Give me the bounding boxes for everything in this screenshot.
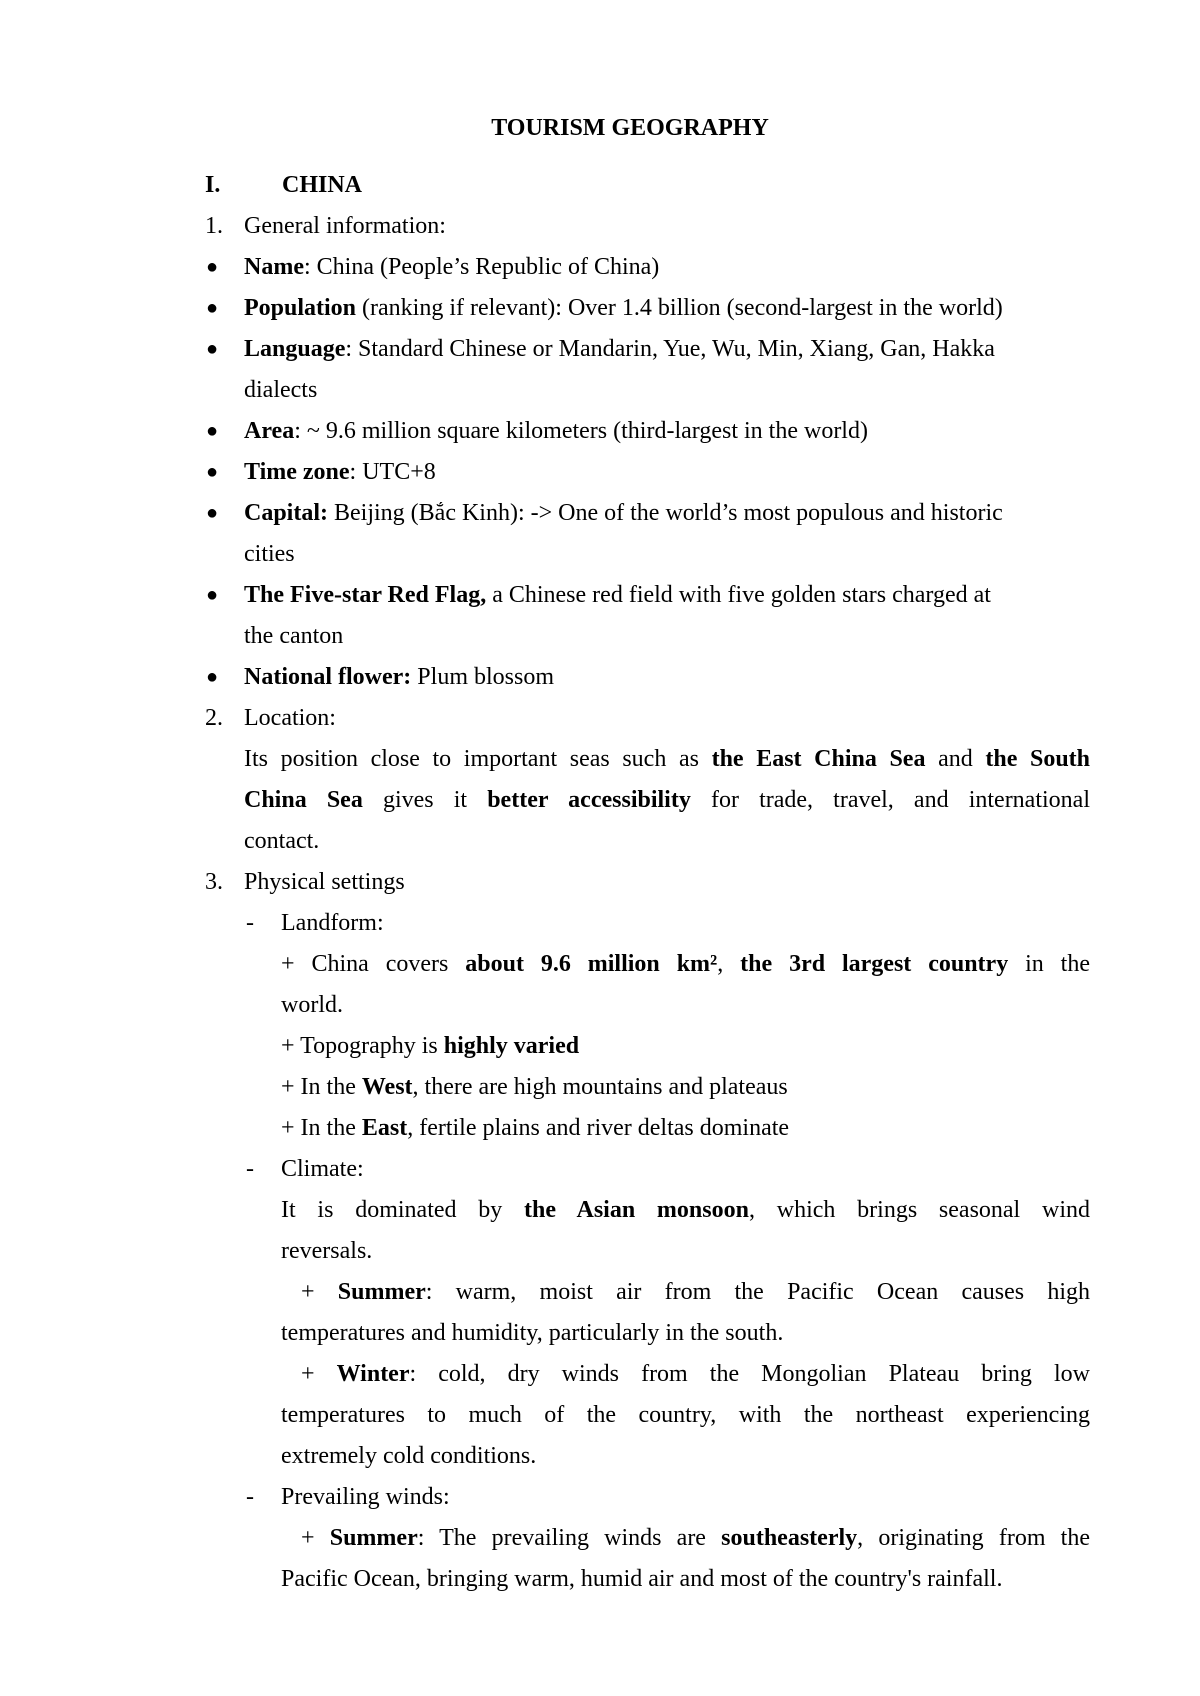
dash-marker: - <box>246 910 254 936</box>
bullet-icon: ● <box>206 420 219 442</box>
name-label: Name <box>244 254 304 280</box>
timezone-label: Time zone <box>244 459 350 485</box>
timezone-text: : UTC+8 <box>349 459 436 485</box>
language-text: : Standard Chinese or Mandarin, Yue, Wu, Min, Xiang, Gan, Hakka <box>345 336 995 362</box>
flag-text: a Chinese red field with five golden stars charged at <box>486 582 991 608</box>
section-numeral: I. <box>205 172 221 198</box>
bullet-icon: ● <box>206 256 219 278</box>
bullet-icon: ● <box>206 584 219 606</box>
population-label: Population <box>244 295 357 321</box>
list-number: 3. <box>205 869 223 895</box>
general-heading-text: General information: <box>244 213 446 239</box>
dash-marker: - <box>246 1156 254 1182</box>
winds-heading-text: Prevailing winds: <box>281 1484 450 1510</box>
flag-label: The Five-star Red Flag, <box>244 582 487 608</box>
bullet-icon: ● <box>206 338 219 360</box>
physical-heading-text: Physical settings <box>244 869 405 895</box>
bullet-icon: ● <box>206 297 219 319</box>
dash-marker: - <box>246 1484 254 1510</box>
population-text: (ranking if relevant): Over 1.4 billion (second-largest in the world) <box>356 295 1003 321</box>
section-label: CHINA <box>282 172 363 198</box>
list-number: 2. <box>205 705 223 731</box>
flower-text: Plum blossom <box>411 664 554 690</box>
language-label: Language <box>244 336 346 362</box>
document-page: TOURISM GEOGRAPHY I. CHINA 1. General information: ● Name: China (People’s Republic of China) ● Population (ranking if relevant): Over 1.4 billion (second-largest in the world) ● Language: Standard Chinese or Mandarin, Yue, Wu, Min, Xiang, Gan, Hakka dialects ● Area: ~ 9.6 million square kilometers (third-largest in the world) ● Time zone: UTC+8 ● Capital: Beijing (Bắc Kinh): -> One of the world’s most populous and historic cities ● The Five-star Red Flag, a Chinese red field with five golden stars charged at the canton ● National flower: Plum blossom 2. Location: Its position close to important seas such as the East China Sea and the South China Sea gives it better accessibility for trade, travel, and international contact. 3. Physical settings - Landform: + China covers about 9.6 million km², the 3rd largest country in the world. + Topography is highly varied + In the West, there are high mountains and plateaus + In the East, fertile plains and river deltas dominate - Climate: It is dominated by the Asian monsoon, which brings seasonal wind reversals. + Summer: warm, moist air from the Pacific Ocean causes high temperatures and humidity, particularly in the south. + Winter: cold, dry winds from the Mongolian Plateau bring low temperatures to much of the country, with the northeast experiencing extremely cold conditions. - Prevailing winds: + Summer: The prevailing winds are southeasterly, originating from the Pacific Ocean, bringing warm, humid air and most of the country's rainfall. <box>0 0 1200 1696</box>
list-number: 1. <box>205 213 223 239</box>
climate-heading-text: Climate: <box>281 1156 364 1182</box>
area-label: Area <box>244 418 295 444</box>
landform-heading-text: Landform: <box>281 910 384 936</box>
document-title: TOURISM GEOGRAPHY <box>491 115 769 141</box>
bullet-icon: ● <box>206 461 219 483</box>
location-heading-text: Location: <box>244 705 336 731</box>
area-text: : ~ 9.6 million square kilometers (third-largest in the world) <box>294 418 868 444</box>
flower-label: National flower: <box>244 664 412 690</box>
bullet-icon: ● <box>206 666 219 688</box>
capital-label: Capital: <box>244 500 328 526</box>
bullet-icon: ● <box>206 502 219 524</box>
capital-text: Beijing (Bắc Kinh): -> One of the world’s most populous and historic <box>328 500 1003 526</box>
name-text: : China (People’s Republic of China) <box>303 254 660 280</box>
